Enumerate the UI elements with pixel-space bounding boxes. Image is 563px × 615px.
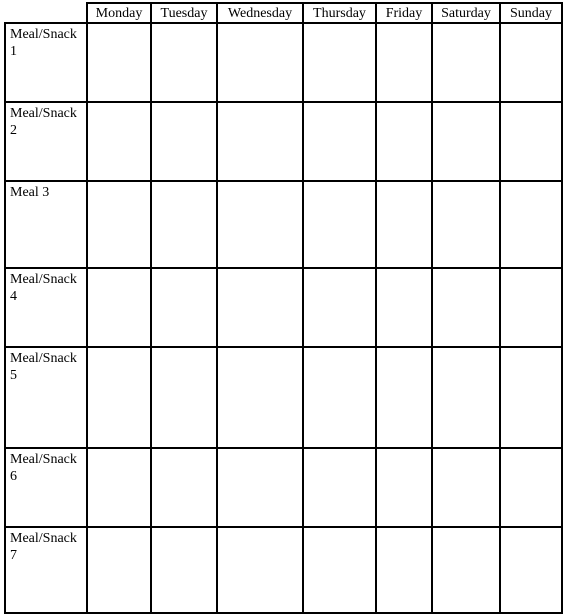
row-label-line1: Meal/Snack <box>10 272 77 287</box>
table-row <box>5 347 562 448</box>
row-label-line1: Meal 3 <box>10 185 50 200</box>
entry-cell-saturday[interactable] <box>432 181 500 268</box>
entry-cell-tuesday[interactable] <box>151 448 217 527</box>
entry-cell-tuesday[interactable] <box>151 268 217 347</box>
row-label-line1: Meal/Snack <box>10 452 77 467</box>
entry-cell-wednesday[interactable] <box>217 448 303 527</box>
entry-cell-saturday[interactable] <box>432 23 500 102</box>
entry-cell-wednesday[interactable] <box>217 268 303 347</box>
table-row <box>5 102 562 181</box>
entry-cell-friday[interactable] <box>376 23 432 102</box>
row-label <box>5 181 87 268</box>
entry-cell-sunday[interactable] <box>500 448 562 527</box>
entry-cell-sunday[interactable] <box>500 268 562 347</box>
corner-cell <box>5 3 87 23</box>
entry-cell-friday[interactable] <box>376 448 432 527</box>
entry-cell-monday[interactable] <box>87 527 151 613</box>
entry-cell-friday[interactable] <box>376 268 432 347</box>
entry-cell-monday[interactable] <box>87 102 151 181</box>
entry-cell-thursday[interactable] <box>303 527 376 613</box>
entry-cell-friday[interactable] <box>376 181 432 268</box>
table-row <box>5 527 562 613</box>
row-label-line2: 4 <box>10 289 17 304</box>
entry-cell-wednesday[interactable] <box>217 527 303 613</box>
row-label <box>5 527 87 613</box>
header-row <box>5 3 562 23</box>
day-header-monday: Monday <box>87 3 151 23</box>
table-row <box>5 268 562 347</box>
entry-cell-monday[interactable] <box>87 448 151 527</box>
entry-cell-saturday[interactable] <box>432 347 500 448</box>
entry-cell-sunday[interactable] <box>500 23 562 102</box>
row-label-line2: 7 <box>10 548 17 563</box>
row-label <box>5 347 87 448</box>
day-header-friday: Friday <box>376 3 432 23</box>
row-label-line2: 5 <box>10 368 17 383</box>
entry-cell-saturday[interactable] <box>432 448 500 527</box>
entry-cell-tuesday[interactable] <box>151 23 217 102</box>
entry-cell-saturday[interactable] <box>432 527 500 613</box>
row-label <box>5 102 87 181</box>
entry-cell-thursday[interactable] <box>303 23 376 102</box>
day-header-tuesday: Tuesday <box>151 3 217 23</box>
entry-cell-thursday[interactable] <box>303 181 376 268</box>
row-label-line2: 6 <box>10 469 17 484</box>
entry-cell-wednesday[interactable] <box>217 23 303 102</box>
entry-cell-tuesday[interactable] <box>151 181 217 268</box>
meal-planner-table <box>4 2 563 614</box>
entry-cell-sunday[interactable] <box>500 102 562 181</box>
entry-cell-tuesday[interactable] <box>151 527 217 613</box>
entry-cell-sunday[interactable] <box>500 527 562 613</box>
entry-cell-wednesday[interactable] <box>217 347 303 448</box>
day-header-sunday: Sunday <box>500 3 562 23</box>
entry-cell-saturday[interactable] <box>432 268 500 347</box>
entry-cell-sunday[interactable] <box>500 347 562 448</box>
entry-cell-monday[interactable] <box>87 268 151 347</box>
entry-cell-monday[interactable] <box>87 23 151 102</box>
entry-cell-saturday[interactable] <box>432 102 500 181</box>
row-label-line2: 2 <box>10 123 17 138</box>
table-row <box>5 181 562 268</box>
entry-cell-tuesday[interactable] <box>151 347 217 448</box>
row-label <box>5 268 87 347</box>
entry-cell-sunday[interactable] <box>500 181 562 268</box>
day-header-saturday: Saturday <box>432 3 500 23</box>
row-label <box>5 23 87 102</box>
entry-cell-wednesday[interactable] <box>217 102 303 181</box>
entry-cell-thursday[interactable] <box>303 102 376 181</box>
entry-cell-friday[interactable] <box>376 527 432 613</box>
row-label-line1: Meal/Snack <box>10 106 77 121</box>
entry-cell-friday[interactable] <box>376 102 432 181</box>
entry-cell-wednesday[interactable] <box>217 181 303 268</box>
entry-cell-tuesday[interactable] <box>151 102 217 181</box>
entry-cell-thursday[interactable] <box>303 347 376 448</box>
day-header-wednesday: Wednesday <box>217 3 303 23</box>
row-label <box>5 448 87 527</box>
table-row <box>5 448 562 527</box>
row-label-line1: Meal/Snack <box>10 351 77 366</box>
table-row <box>5 23 562 102</box>
row-label-line1: Meal/Snack <box>10 531 77 546</box>
entry-cell-monday[interactable] <box>87 347 151 448</box>
entry-cell-thursday[interactable] <box>303 448 376 527</box>
row-label-line1: Meal/Snack <box>10 27 77 42</box>
entry-cell-friday[interactable] <box>376 347 432 448</box>
entry-cell-monday[interactable] <box>87 181 151 268</box>
day-header-thursday: Thursday <box>303 3 376 23</box>
row-label-line2: 1 <box>10 44 17 59</box>
entry-cell-thursday[interactable] <box>303 268 376 347</box>
